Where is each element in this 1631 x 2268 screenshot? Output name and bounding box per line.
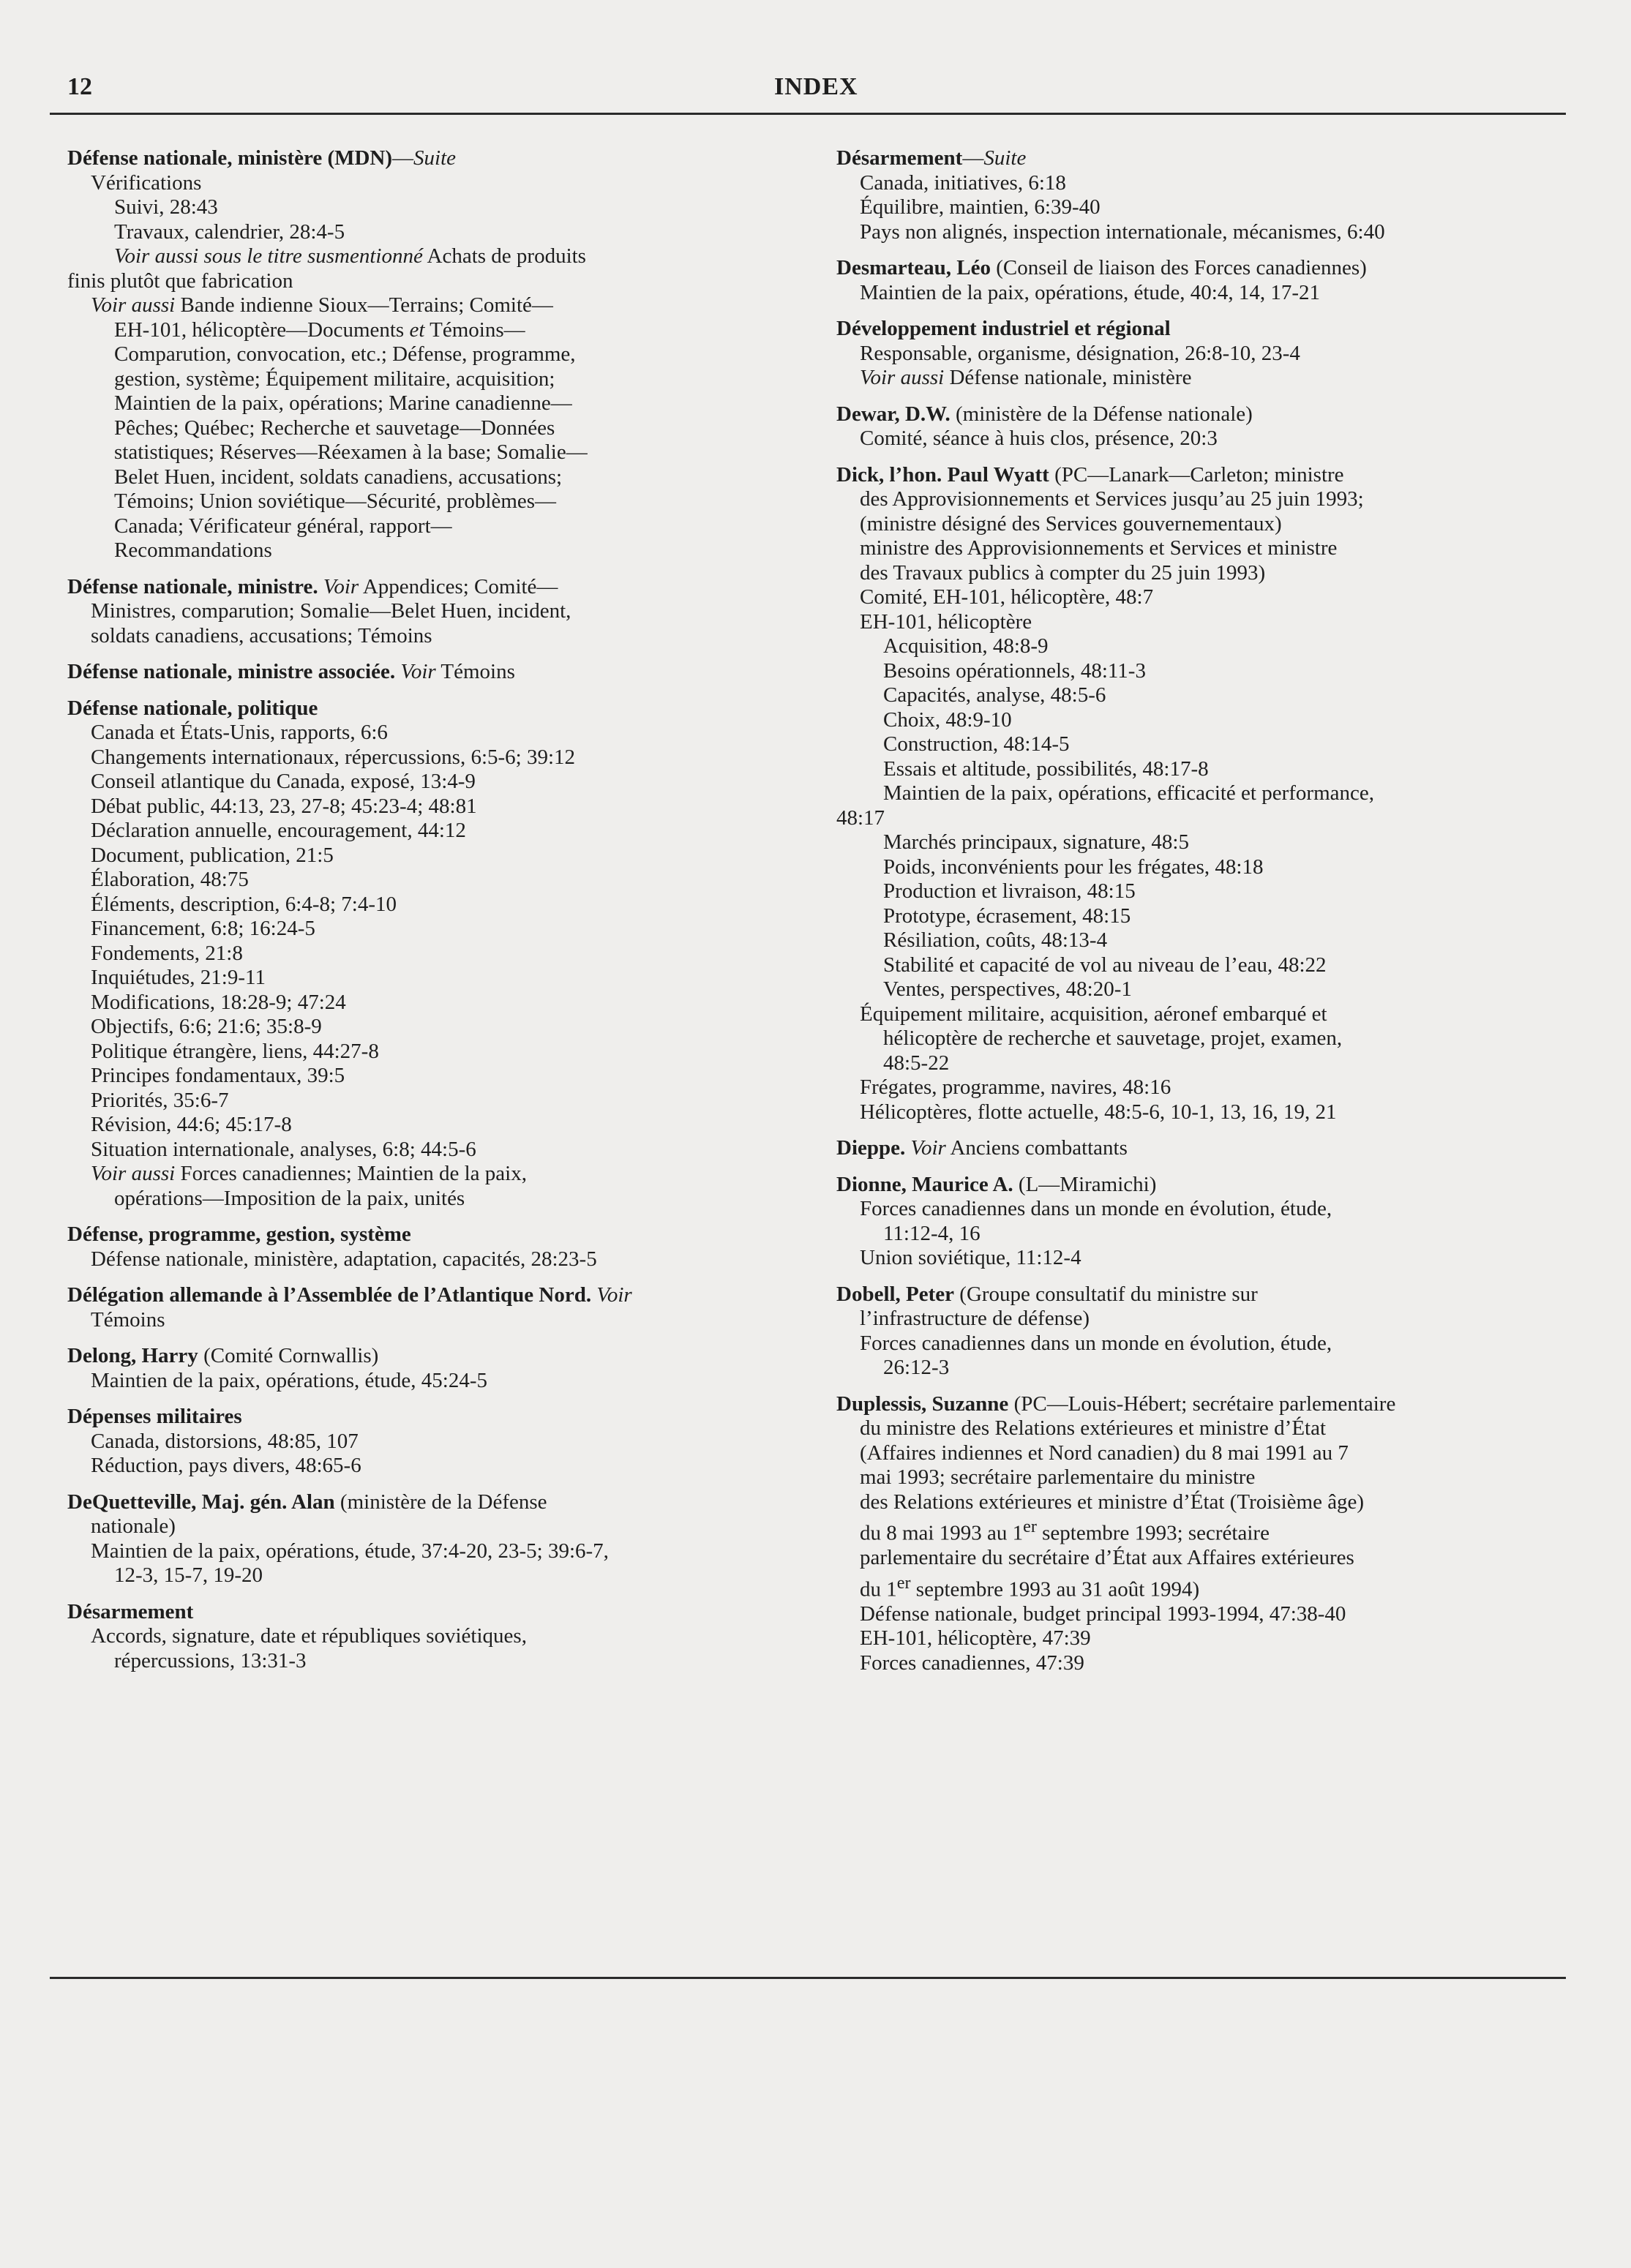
entry-line [836, 171, 1568, 196]
heading-text: Développement industriel et régional [836, 317, 1171, 340]
index-column-right [836, 146, 1568, 1687]
entry-line [67, 538, 799, 563]
entry-line [67, 1430, 799, 1454]
italic-text: Suite [983, 146, 1027, 170]
entry-line [836, 1100, 1568, 1125]
index-entry [67, 146, 799, 563]
line-text: Canada et États-Unis, rapports, 6:6 [91, 721, 388, 744]
entry-line [836, 683, 1568, 708]
line-text: Pays non alignés, inspection internationale, mécanismes, 6:40 [860, 219, 1385, 244]
entry-line [836, 195, 1568, 220]
line-text: Achats de produits [422, 244, 586, 268]
entry-line [67, 795, 799, 819]
entry-line [836, 1332, 1568, 1356]
line-text: (PC—Louis-Hébert; secrétaire parlementaire [1008, 1392, 1396, 1416]
footer-rule [50, 1977, 1566, 1979]
entry-line [67, 269, 799, 294]
line-text: (ministre désigné des Services gouvernementaux) [860, 511, 1282, 536]
entry-line [836, 1197, 1568, 1222]
entry-line [67, 244, 799, 269]
entry-line [67, 966, 799, 991]
line-text: Hélicoptères, flotte actuelle, 48:5-6, 10-1, 13, 16, 19, 21 [860, 1100, 1337, 1124]
index-entry [836, 1136, 1568, 1161]
line-text: Forces canadiennes, 47:39 [860, 1651, 1084, 1675]
line-text: finis plutôt que fabrication [67, 269, 293, 293]
entry-heading [67, 696, 799, 721]
index-entry [836, 1173, 1568, 1271]
line-text: 48:5-22 [883, 1051, 950, 1075]
entry-line [836, 757, 1568, 782]
entry-heading [836, 463, 1568, 488]
line-text: Financement, 6:8; 16:24-5 [91, 917, 315, 940]
heading-text: Dewar, D.W. [836, 402, 951, 426]
heading-text: Défense nationale, ministère (MDN) [67, 146, 393, 170]
entry-line [836, 1571, 1568, 1602]
line-text: Politique étrangère, liens, 44:27-8 [91, 1039, 379, 1063]
entry-line [67, 465, 799, 490]
line-text: (Groupe consultatif du ministre sur [954, 1282, 1258, 1306]
entry-line [67, 721, 799, 746]
line-text: Maintien de la paix, opérations, étude, 40:4, 14, 17-21 [860, 280, 1320, 304]
line-text: 26:12-3 [883, 1356, 950, 1379]
italic-text: et [409, 318, 425, 342]
line-text: des Approvisionnements et Services jusqu’au 25 juin 1993; [860, 487, 1364, 511]
line-text: opérations—Imposition de la paix, unités [114, 1186, 465, 1210]
line-text: EH-101, hélicoptère—Documents [114, 318, 410, 342]
entry-line [67, 599, 799, 624]
heading-text: Duplessis, Suzanne [836, 1392, 1009, 1416]
line-text: Responsable, organisme, désignation, 26:8-10, 23-4 [860, 341, 1300, 365]
line-text: Forces canadiennes dans un monde en évolution, étude, [860, 1331, 1332, 1355]
header-rule [50, 113, 1566, 115]
index-entry [836, 1283, 1568, 1381]
entry-line [836, 487, 1568, 512]
entry-line [836, 1514, 1568, 1546]
index-entry [836, 463, 1568, 1125]
entry-line [67, 489, 799, 514]
line-text: (Affaires indiennes et Nord canadien) du 8 mai 1991 au 7 [860, 1441, 1349, 1465]
line-text: Recommandations [114, 538, 272, 562]
line-text: ministre des Approvisionnements et Services et ministre [860, 536, 1338, 560]
line-text: Déclaration annuelle, encouragement, 44:12 [91, 819, 466, 842]
entry-line [67, 1369, 799, 1394]
line-text: Appendices; Comité— [359, 574, 558, 598]
entry-line [836, 536, 1568, 561]
separator [905, 1136, 910, 1160]
line-text: Maintien de la paix, opérations, efficacité et performance, [883, 781, 1374, 805]
line-text: Essais et altitude, possibilités, 48:17-8 [883, 756, 1209, 781]
entry-heading [836, 256, 1568, 281]
index-entry [836, 256, 1568, 305]
entry-line [836, 512, 1568, 537]
line-text: Maintien de la paix, opérations, étude, 45:24-5 [91, 1368, 487, 1392]
index-entry [67, 1223, 799, 1272]
line-text: Débat public, 44:13, 23, 27-8; 45:23-4; 48:81 [91, 794, 477, 818]
line-text: Réduction, pays divers, 48:65-6 [91, 1454, 361, 1477]
line-text: Comité, séance à huis clos, présence, 20:3 [860, 427, 1218, 450]
entry-line [67, 770, 799, 795]
italic-text: Voir [910, 1136, 946, 1160]
line-text: Défense nationale, ministère, adaptation, capacités, 28:23-5 [91, 1247, 597, 1271]
entry-line [836, 1075, 1568, 1100]
index-entry [67, 575, 799, 649]
index-entry [67, 660, 799, 685]
entry-line [836, 1441, 1568, 1466]
entry-heading [67, 1405, 799, 1430]
entry-line [836, 708, 1568, 733]
entry-line [836, 806, 1568, 831]
italic-text: Voir aussi [860, 366, 945, 389]
entry-line [836, 855, 1568, 880]
index-entry [67, 1283, 799, 1332]
line-text: EH-101, hélicoptère [860, 609, 1032, 634]
line-text: répercussions, 13:31-3 [114, 1648, 307, 1672]
line-text: (Comité Cornwallis) [198, 1344, 379, 1367]
heading-text: Dieppe. [836, 1136, 906, 1160]
entry-line [836, 220, 1568, 245]
entry-line [67, 991, 799, 1015]
line-text: (L—Miramichi) [1013, 1172, 1157, 1196]
entry-line [67, 342, 799, 367]
entry-line [67, 1040, 799, 1064]
line-text: Principes fondamentaux, 39:5 [91, 1064, 345, 1087]
line-text: Canada, distorsions, 48:85, 107 [91, 1429, 359, 1453]
line-text: Maintien de la paix, opérations, étude, 37:4-20, 23-5; 39:6-7, [91, 1539, 609, 1563]
entry-line [67, 220, 799, 245]
entry-line [836, 1026, 1568, 1051]
entry-line [836, 977, 1568, 1002]
entry-line [836, 879, 1568, 904]
entry-line [836, 366, 1568, 391]
entry-heading [67, 575, 799, 600]
index-entry [67, 1405, 799, 1479]
italic-text: Voir aussi [91, 1162, 176, 1185]
entry-heading [836, 1136, 1568, 1161]
heading-text: Desmarteau, Léo [836, 256, 991, 279]
entry-line [836, 904, 1568, 929]
line-text: des Relations extérieures et ministre d’État (Troisième âge) [860, 1490, 1365, 1514]
line-text: 48:17 [836, 806, 885, 830]
heading-text: Désarmement [67, 1599, 194, 1623]
index-entry [67, 1344, 799, 1393]
entry-line [67, 1539, 799, 1564]
line-text: (ministère de la Défense nationale) [950, 402, 1253, 426]
entry-line [836, 1416, 1568, 1441]
line-text: Modifications, 18:28-9; 47:24 [91, 990, 346, 1014]
entry-line [836, 1002, 1568, 1027]
entry-line [67, 1064, 799, 1089]
line-text: soldats canadiens, accusations; Témoins [91, 623, 432, 647]
entry-line [67, 1454, 799, 1479]
entry-heading [836, 146, 1568, 171]
entry-line [836, 781, 1568, 806]
line-text: des Travaux publics à compter du 25 juin 1993) [860, 560, 1266, 585]
entry-line [67, 171, 799, 196]
line-text: Besoins opérationnels, 48:11-3 [883, 658, 1146, 683]
line-text: gestion, système; Équipement militaire, acquisition; [114, 367, 555, 391]
line-text: Inquiétudes, 21:9-11 [91, 966, 266, 989]
entry-line [67, 1649, 799, 1674]
entry-line [836, 281, 1568, 306]
entry-line [836, 1626, 1568, 1651]
line-text: Prototype, écrasement, 48:15 [883, 904, 1131, 928]
line-text: 12-3, 15-7, 19-20 [114, 1563, 263, 1587]
entry-line [836, 830, 1568, 855]
entry-line [836, 1602, 1568, 1627]
heading-text: DeQuetteville, Maj. gén. Alan [67, 1490, 335, 1514]
line-text: (PC—Lanark—Carleton; ministre [1049, 462, 1344, 487]
entry-line [836, 634, 1568, 659]
index-entry [836, 1392, 1568, 1676]
entry-line [67, 942, 799, 966]
separator: — [962, 146, 984, 170]
separator [318, 575, 323, 598]
line-text: Témoins [435, 660, 515, 683]
line-text: Ministres, comparution; Somalie—Belet Huen, incident, [91, 599, 571, 623]
entry-line [67, 746, 799, 770]
entry-line [67, 819, 799, 844]
line-text: Élaboration, 48:75 [91, 868, 249, 891]
line-text: du 8 mai 1993 au 1 [860, 1521, 1024, 1545]
index-entry [836, 402, 1568, 451]
line-text: Maintien de la paix, opérations; Marine canadienne— [114, 391, 572, 415]
line-text: Vérifications [91, 170, 202, 195]
line-text: Production et livraison, 48:15 [883, 879, 1136, 903]
line-text: Poids, inconvénients pour les frégates, 48:18 [883, 855, 1264, 879]
line-text: Belet Huen, incident, soldats canadiens, accusations; [114, 465, 563, 489]
heading-text: Dionne, Maurice A. [836, 1172, 1013, 1196]
italic-text: Voir [323, 574, 359, 598]
page-number: 12 [67, 73, 92, 100]
entry-line [836, 1490, 1568, 1515]
italic-text: Voir aussi sous le titre susmentionné [114, 244, 423, 268]
italic-text: Suite [413, 146, 457, 170]
line-text: septembre 1993; secrétaire [1036, 1521, 1270, 1545]
line-text: Canada; Vérificateur général, rapport— [114, 514, 452, 538]
line-text: Canada, initiatives, 6:18 [860, 170, 1066, 195]
line-text: hélicoptère de recherche et sauvetage, projet, examen, [883, 1026, 1343, 1050]
entry-line [836, 610, 1568, 635]
line-text: Travaux, calendrier, 28:4-5 [114, 219, 345, 244]
entry-line [67, 1514, 799, 1539]
line-text: 11:12-4, 16 [883, 1221, 981, 1245]
heading-text: Délégation allemande à l’Assemblée de l’Atlantique Nord. [67, 1283, 592, 1307]
entry-line [67, 1247, 799, 1272]
entry-heading [67, 1283, 799, 1308]
entry-line [836, 953, 1568, 978]
index-entry [67, 1600, 799, 1674]
heading-text: Défense, programme, gestion, système [67, 1223, 411, 1246]
entry-line [67, 195, 799, 220]
entry-line [836, 732, 1568, 757]
line-text: Comité, EH-101, hélicoptère, 48:7 [860, 585, 1154, 609]
entry-line [836, 427, 1568, 451]
entry-heading [836, 1392, 1568, 1417]
index-entry [67, 1490, 799, 1588]
entry-line [67, 440, 799, 465]
heading-text: Défense nationale, politique [67, 696, 318, 720]
line-text: du 1 [860, 1577, 897, 1602]
entry-line [836, 1546, 1568, 1571]
line-text: Fondements, 21:8 [91, 941, 243, 965]
italic-text: Voir [596, 1283, 632, 1307]
separator: — [392, 146, 414, 170]
heading-text: Dobell, Peter [836, 1282, 955, 1306]
entry-line [836, 1356, 1568, 1381]
entry-line [836, 928, 1568, 953]
entry-line [67, 1308, 799, 1333]
heading-text: Défense nationale, ministre associée. [67, 660, 396, 683]
line-text: Changements internationaux, répercussions, 6:5-6; 39:12 [91, 745, 576, 769]
line-text: (ministère de la Défense [334, 1490, 547, 1514]
entry-line [836, 1651, 1568, 1676]
entry-line [836, 342, 1568, 367]
entry-heading [836, 402, 1568, 427]
line-text: Défense nationale, ministère [944, 366, 1192, 389]
line-text: Conseil atlantique du Canada, exposé, 13:4-9 [91, 770, 476, 793]
entry-line [67, 624, 799, 649]
line-text: Ventes, perspectives, 48:20-1 [883, 977, 1132, 1001]
entry-line [67, 1138, 799, 1163]
entry-heading [67, 660, 799, 685]
entry-line [67, 514, 799, 539]
line-text: statistiques; Réserves—Réexamen à la base; Somalie— [114, 440, 588, 464]
superscript: er [896, 1572, 911, 1593]
entry-line [836, 561, 1568, 586]
line-text: Forces canadiennes dans un monde en évolution, étude, [860, 1197, 1332, 1220]
entry-line [67, 1624, 799, 1649]
entry-line [836, 1222, 1568, 1247]
line-text: Stabilité et capacité de vol au niveau de l’eau, 48:22 [883, 953, 1327, 977]
line-text: Objectifs, 6:6; 21:6; 35:8-9 [91, 1015, 322, 1038]
heading-text: Désarmement [836, 146, 963, 170]
line-text: Construction, 48:14-5 [883, 732, 1070, 756]
index-column-left [67, 146, 799, 1685]
line-text: Frégates, programme, navires, 48:16 [860, 1075, 1171, 1099]
entry-line [67, 391, 799, 416]
entry-heading [67, 1600, 799, 1625]
entry-line [67, 1162, 799, 1187]
entry-line [836, 1051, 1568, 1076]
entry-line [67, 1089, 799, 1114]
entry-heading [67, 1223, 799, 1247]
line-text: Union soviétique, 11:12-4 [860, 1246, 1081, 1269]
line-text: Pêches; Québec; Recherche et sauvetage—Données [114, 416, 555, 440]
line-text: du ministre des Relations extérieures et ministre d’État [860, 1416, 1327, 1440]
heading-text: Delong, Harry [67, 1344, 198, 1367]
line-text: Suivi, 28:43 [114, 195, 218, 219]
entry-line [67, 293, 799, 318]
index-entry [836, 146, 1568, 244]
line-text: l’infrastructure de défense) [860, 1307, 1090, 1330]
line-text: Situation internationale, analyses, 6:8; 44:5-6 [91, 1137, 476, 1161]
entry-heading [67, 146, 799, 171]
entry-line [67, 1015, 799, 1040]
entry-line [67, 1113, 799, 1138]
line-text: Accords, signature, date et républiques soviétiques, [91, 1624, 527, 1648]
entry-line [67, 416, 799, 441]
line-text: EH-101, hélicoptère, 47:39 [860, 1626, 1091, 1651]
italic-text: Voir aussi [91, 293, 176, 317]
entry-line [836, 1246, 1568, 1271]
line-text: Équilibre, maintien, 6:39-40 [860, 195, 1101, 219]
entry-line [836, 585, 1568, 610]
heading-text: Défense nationale, ministre. [67, 574, 318, 598]
entry-line [67, 917, 799, 942]
line-text: parlementaire du secrétaire d’État aux Affaires extérieures [860, 1546, 1354, 1570]
line-text: Révision, 44:6; 45:17-8 [91, 1113, 292, 1136]
entry-line [67, 1187, 799, 1212]
entry-line [67, 844, 799, 868]
heading-text: Dick, l’hon. Paul Wyatt [836, 462, 1049, 487]
entry-heading [836, 1283, 1568, 1307]
entry-line [836, 659, 1568, 684]
line-text: Témoins [91, 1307, 165, 1332]
entry-line [67, 868, 799, 893]
line-text: Choix, 48:9-10 [883, 707, 1012, 732]
superscript: er [1023, 1517, 1037, 1536]
line-text: Capacités, analyse, 48:5-6 [883, 683, 1106, 707]
index-entry [67, 696, 799, 1212]
line-text: Bande indienne Sioux—Terrains; Comité— [175, 293, 553, 317]
line-text: Marchés principaux, signature, 48:5 [883, 830, 1189, 854]
entry-line [836, 1465, 1568, 1490]
line-text: mai 1993; secrétaire parlementaire du ministre [860, 1465, 1256, 1489]
entry-line [67, 893, 799, 917]
line-text: Résiliation, coûts, 48:13-4 [883, 928, 1108, 952]
line-text: Forces canadiennes; Maintien de la paix, [175, 1162, 527, 1185]
line-text: (Conseil de liaison des Forces canadiennes) [991, 256, 1367, 279]
page-title: INDEX [774, 73, 858, 100]
line-text: Priorités, 35:6-7 [91, 1088, 229, 1112]
entry-heading [67, 1344, 799, 1369]
line-text: Document, publication, 21:5 [91, 843, 334, 867]
line-text: septembre 1993 au 31 août 1994) [910, 1577, 1200, 1602]
line-text: Équipement militaire, acquisition, aéronef embarqué et [860, 1002, 1327, 1026]
line-text: Témoins— [424, 318, 525, 342]
heading-text: Dépenses militaires [67, 1405, 242, 1428]
line-text: Comparution, convocation, etc.; Défense, programme, [114, 342, 576, 366]
entry-line [67, 1563, 799, 1588]
index-entry [836, 317, 1568, 391]
entry-line [836, 1307, 1568, 1332]
line-text: Défense nationale, budget principal 1993-1994, 47:38-40 [860, 1602, 1346, 1626]
line-text: Acquisition, 48:8-9 [883, 634, 1049, 658]
line-text: nationale) [91, 1514, 176, 1538]
entry-heading [836, 1173, 1568, 1198]
entry-heading [836, 317, 1568, 342]
entry-line [67, 367, 799, 392]
italic-text: Voir [400, 660, 436, 683]
line-text: Anciens combattants [945, 1136, 1128, 1160]
entry-heading [67, 1490, 799, 1515]
entry-line [67, 318, 799, 343]
line-text: Éléments, description, 6:4-8; 7:4-10 [91, 892, 397, 916]
line-text: Témoins; Union soviétique—Sécurité, problèmes— [114, 489, 557, 513]
